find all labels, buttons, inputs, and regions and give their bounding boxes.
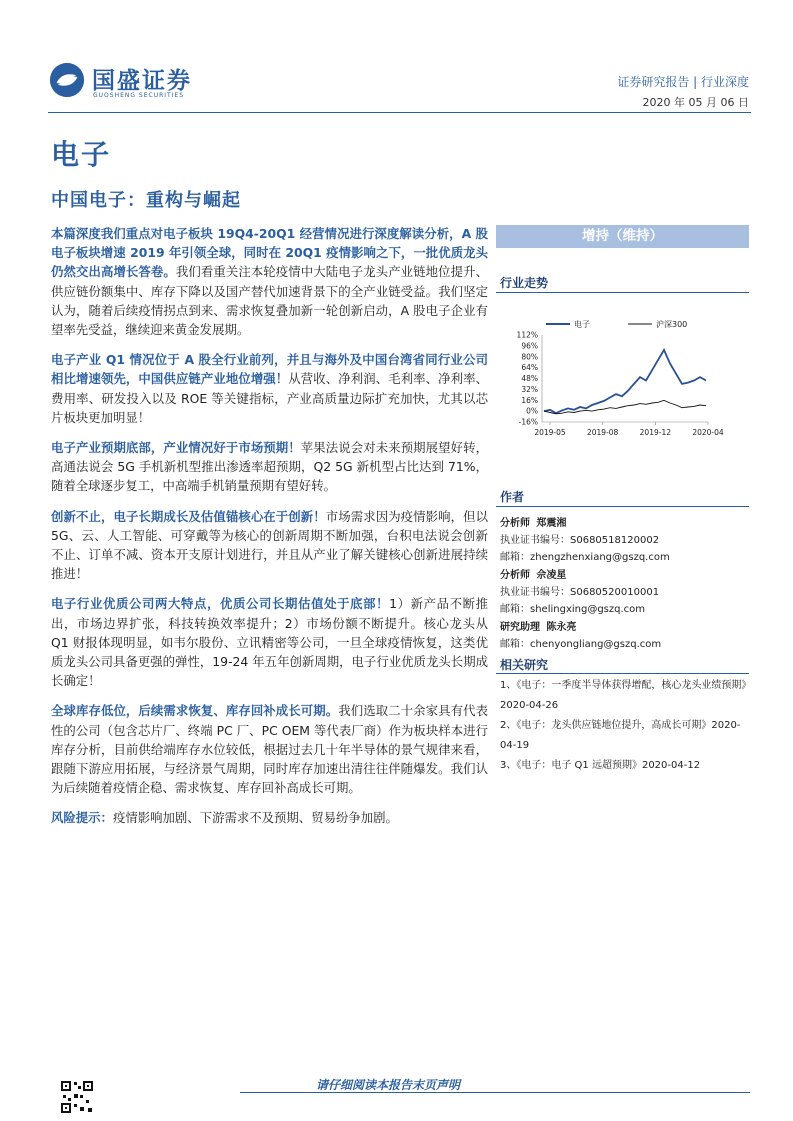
author-1-email [500,548,670,563]
paragraph-lead: 电子行业优质公司两大特点，优质公司长期估值处于底部！ [51,596,390,612]
author-name: 佘凌星 [536,570,567,581]
main-body [51,224,488,839]
related-research-list [500,676,750,776]
paragraph [51,701,488,797]
paragraph [51,224,488,339]
email-address: shelingxing@gszq.com [530,604,646,615]
author-3-line [500,618,576,633]
paragraph-body: 1）新产品不断推出，市场边界扩张，科技转换效率提升；2）市场份额不断提升。核心龙头从 Q1 财报体现明显，如韦尔股份、立讯精密等公司，一旦全球疫情恢复，这类优质龙头公司具备更强的弹性，19-24 年五年创新周期，电子行业优质龙头长期成长确定！ [51,596,489,689]
y-tick-label: 48% [521,374,538,383]
author-name: 郑震湘 [536,518,567,529]
x-tick-label: 2019-08 [586,428,619,437]
research-item[interactable]: 1、《电子：一季度半导体获得增配，核心龙头业绩预期》2020-04-26 [500,680,747,711]
trend-divider [496,292,749,293]
paragraph-body: 我们看重关注本轮疫情中大陆电子龙头产业链地位提升、供应链份额集中、库存下降以及国产替代加速背景下的全产业链受益。我们坚定认为，随着后续疫情拐点到来、需求恢复叠加新一轮创新启动，A 股电子企业有望率先受益，继续迎来黄金发展期。 [51,264,489,338]
paragraph [51,350,488,427]
risk-lead: 风险提示： [51,810,113,826]
y-tick-label: 64% [521,363,538,373]
paragraph-body: 从营收、净利润、毛利率、净利率、费用率、研发投入以及 ROE 等关键指标，产业高质量边际扩充加快，尤其以芯片板块更加明显！ [51,371,489,425]
y-tick-label: 32% [521,384,538,394]
series-line-hs300 [544,400,706,414]
legend-label: 沪深300 [656,320,688,329]
paragraph [51,594,488,690]
y-tick-label: -16% [518,417,538,427]
y-tick-label: 0% [526,406,538,416]
trend-heading: 行业走势 [500,276,549,290]
paragraph [51,507,488,584]
email-address: zhengzhenxiang@gszq.com [530,552,670,563]
cert-number: S0680518120002 [570,535,660,546]
author-role: 研究助理 [500,622,540,633]
paragraph [51,438,488,496]
company-name: 国盛证券 [92,68,192,94]
paragraph-body: 我们选取二十余家具有代表性的公司（包含芯片厂、终端 PC 厂、PC OEM 等代表厂商）作为板块样本进行库存分析，目前供给端库存水位较低，根据过去几十年半导体的景气规律来看，跟随下游应用拓展，与经济景气周期，同时库存加速出清往往伴随爆发。我们认为后续随着疫情企稳、需求恢复、库存回补高成长可期。 [51,703,489,796]
report-type: 证券研究报告 | 行业深度 [617,75,749,89]
qr-code-icon [60,1080,94,1114]
author-2-line [500,566,566,581]
company-name-en: GUOSHENG SECURITIES [93,92,185,99]
paragraph-lead: 电子产业 Q1 情况位于 A 股全行业前列，并且与海外及中国台湾省同行业公司相比增速领先，中国供应链产业地位增强！ [51,352,488,387]
cert-label: 执业证书编号： [500,535,570,546]
paragraph-body: 市场需求因为疫情影响，但以 5G、云、人工智能、可穿戴等为核心的创新周期不断加强，台积电法说会创新不止、订单不减、资本开支原计划进行，并且从产业了解关键核心创新进展持续推进！ [51,508,489,582]
email-label: 邮箱： [500,604,530,615]
author-3-email [500,635,661,650]
email-label: 邮箱： [500,639,530,650]
research-heading: 相关研究 [500,658,549,672]
risk-paragraph [51,808,488,827]
x-tick-label: 2020-04 [692,428,724,437]
cert-label: 执业证书编号： [500,587,570,598]
y-tick-label: 112% [516,330,538,340]
paragraph-lead: 全球库存低位，后续需求恢复、库存回补成长可期。 [51,703,339,719]
legend-label: 电子 [574,320,590,329]
y-tick-label: 80% [521,352,538,362]
author-role: 分析师 [500,570,530,581]
risk-body: 疫情影响加剧、下游需求不及预期、贸易纷争加剧。 [112,810,398,826]
paragraph-lead: 电子产业预期底部，产业情况好于市场预期！ [51,440,301,456]
y-tick-label: 16% [521,395,538,405]
footer-disclaimer: 请仔细阅读本报告末页声明 [316,1078,461,1092]
email-address: chenyongliang@gszq.com [530,639,662,650]
report-date: 2020 年 05 月 06 日 [642,96,749,109]
author-heading: 作者 [500,490,525,504]
author-role: 分析师 [500,518,530,529]
author-divider [496,506,749,507]
paragraph-lead: 创新不止，电子长期成长及估值锚核心在于创新！ [51,508,326,524]
sector-title: 电子 [51,138,112,171]
research-item[interactable]: 2、《电子：龙头供应链地位提升，高成长可期》2020-04-19 [500,720,741,751]
author-2-cert [500,583,659,598]
author-1-line [500,514,566,529]
paragraph-lead: 本篇深度我们重点对电子板块 19Q4-20Q1 经营情况进行深度解读分析，A 股电子板块增速 2019 年引领全球，同时在 20Q1 疫情影响之下，一批优质龙头仍然交出高增长答卷。 [51,226,488,280]
author-2-email [500,600,645,615]
series-line-electronics [544,350,706,413]
research-item[interactable]: 3、《电子：电子 Q1 远超预期》2020-04-12 [500,760,701,771]
paragraph-body: 苹果法说会对未来预期展望好转，高通法说会 5G 手机新机型推出渗透率超预期，Q2 5G 新机型占比达到 71%，随着全球逐步复工，中高端手机销量预期有望好转。 [51,440,489,494]
research-divider [496,673,749,674]
cert-number: S0680520010001 [570,587,660,598]
header-divider [48,112,751,113]
x-tick-label: 2019-05 [534,428,566,437]
x-tick-label: 2019-12 [639,428,672,437]
author-1-cert [500,531,659,546]
y-tick-label: 96% [521,341,538,351]
email-label: 邮箱： [500,552,530,563]
logo-icon [48,61,86,99]
author-name: 陈永亮 [546,622,577,633]
rating-badge: 增持（维持） [496,225,749,248]
report-title: 中国电子：重构与崛起 [51,190,241,211]
industry-trend-chart [496,312,749,442]
